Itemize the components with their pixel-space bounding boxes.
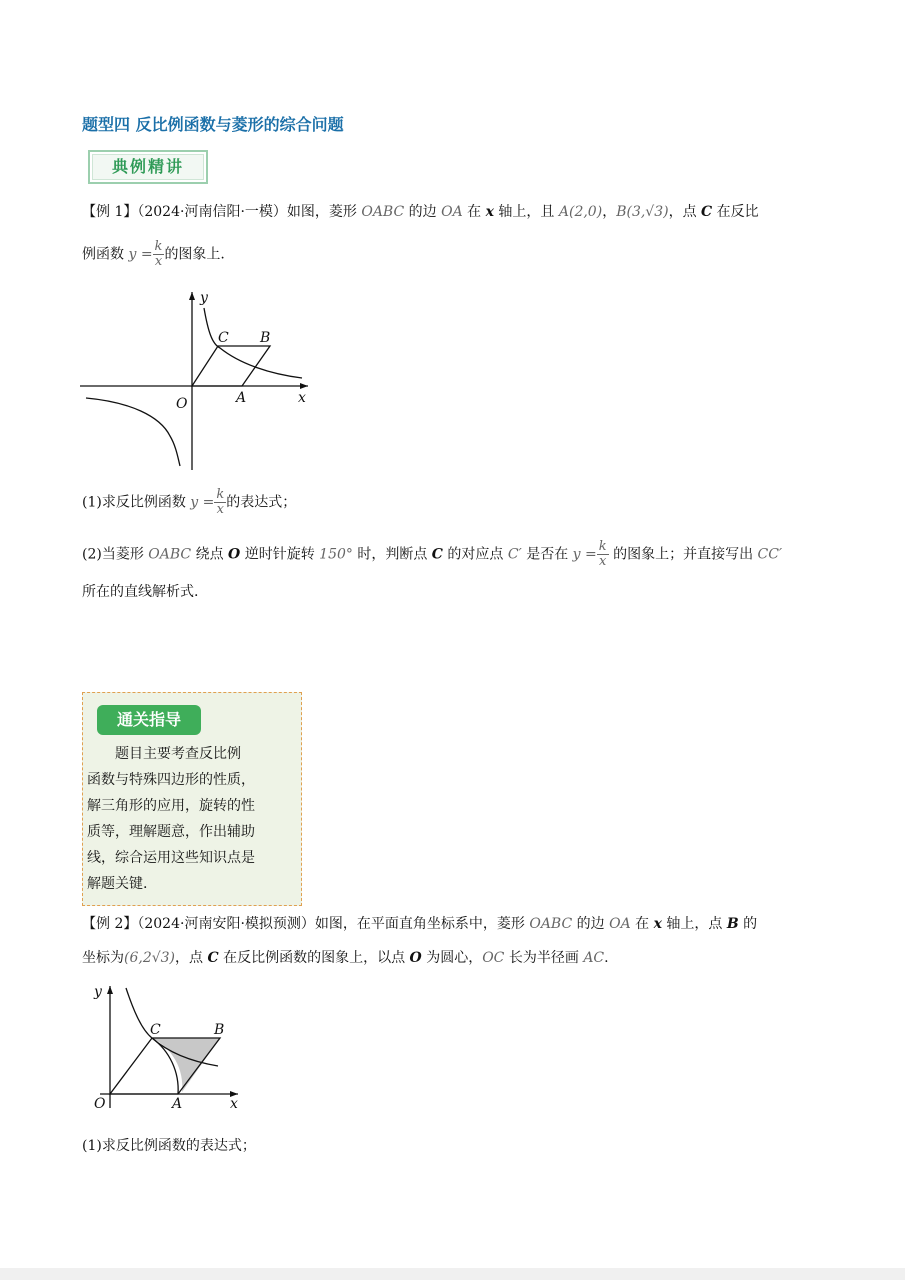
text: 长为半径画 bbox=[504, 950, 584, 966]
section-title: 题型四 反比例函数与菱形的综合问题 bbox=[82, 115, 344, 134]
text: 例函数 bbox=[82, 246, 129, 263]
math-arc-ac: AC bbox=[583, 950, 605, 966]
math-rhombus: OABC bbox=[529, 916, 573, 932]
example1-tag: 【例 1】 bbox=[82, 204, 138, 220]
math-point-a: A(2,0) bbox=[558, 204, 603, 220]
text: ， bbox=[602, 204, 617, 220]
text: 在 bbox=[462, 204, 486, 220]
math-side: OA bbox=[609, 916, 631, 932]
math-side: OA bbox=[441, 204, 463, 220]
text: 的图象上. bbox=[164, 246, 225, 263]
text: 在 bbox=[630, 916, 654, 932]
frac-den: x bbox=[216, 502, 224, 517]
label-o: O bbox=[94, 1096, 106, 1112]
text: 时，判断点 bbox=[352, 546, 432, 563]
text: 的表达式； bbox=[226, 494, 297, 511]
math-c: C bbox=[701, 204, 713, 220]
page-bottom-bar bbox=[0, 1268, 905, 1280]
math-o: O bbox=[228, 546, 241, 563]
label-c: C bbox=[150, 1022, 161, 1038]
math-y-eq: y = bbox=[190, 494, 215, 511]
label-b: B bbox=[214, 1022, 225, 1038]
text: 逆时针旋转 bbox=[240, 546, 320, 563]
example1-line2 bbox=[82, 240, 225, 269]
text: . bbox=[604, 950, 609, 966]
example2-source: （2024·河南安阳·模拟预测） bbox=[137, 916, 315, 932]
text: 的边 bbox=[572, 916, 610, 932]
example2-question1: (1)求反比例函数的表达式； bbox=[82, 1138, 256, 1154]
text: 如图，菱形 bbox=[286, 204, 362, 220]
math-c: C bbox=[431, 546, 443, 563]
label-y: y bbox=[200, 290, 208, 306]
example1-source: （2024·河南信阳·一模） bbox=[137, 204, 287, 220]
math-point-b: B(3,√3) bbox=[616, 204, 669, 220]
label-c: C bbox=[218, 330, 229, 346]
y-axis-arrow bbox=[189, 292, 195, 300]
frac-den: x bbox=[154, 254, 163, 269]
label-x: x bbox=[230, 1096, 238, 1112]
label-o: O bbox=[176, 396, 188, 412]
text: 在反比例函数的图象上，以点 bbox=[218, 950, 410, 966]
math-c-prime: C′ bbox=[507, 546, 522, 563]
example2-tag: 【例 2】 bbox=[82, 916, 138, 932]
math-o: O bbox=[409, 950, 422, 966]
example-badge-label: 典例精讲 bbox=[111, 157, 184, 176]
math-c: C bbox=[207, 950, 219, 966]
guide-text bbox=[83, 741, 297, 897]
example1-line1 bbox=[82, 202, 759, 222]
text: 轴上，点 bbox=[661, 916, 727, 932]
text: 为圆心， bbox=[421, 950, 483, 966]
text: 在反比 bbox=[712, 204, 759, 220]
text: 的对应点 bbox=[442, 546, 508, 563]
frac-den: x bbox=[599, 554, 607, 569]
text: (2)当菱形 bbox=[82, 546, 149, 563]
label-y: y bbox=[94, 984, 102, 1000]
frac-num: k bbox=[598, 539, 607, 554]
text: 的图象上；并直接写出 bbox=[608, 546, 758, 563]
figure2-rhombus-graph bbox=[90, 982, 250, 1112]
text: 的 bbox=[738, 916, 758, 932]
text: 轴上，且 bbox=[493, 204, 559, 220]
label-x: x bbox=[298, 390, 306, 406]
label-a: A bbox=[172, 1096, 183, 1112]
math-coord-b: (6,2√3) bbox=[124, 950, 176, 966]
guide-line: 解题关键. bbox=[87, 876, 148, 892]
text: 的边 bbox=[404, 204, 442, 220]
fraction-k-over-x bbox=[597, 540, 609, 569]
example1-question1 bbox=[82, 488, 296, 517]
math-oc: OC bbox=[482, 950, 505, 966]
hyperbola-branch-3 bbox=[86, 398, 180, 466]
math-angle: 150° bbox=[319, 546, 353, 563]
x-axis-arrow bbox=[300, 383, 308, 389]
text: ，点 bbox=[668, 204, 702, 220]
fraction-k-over-x bbox=[214, 488, 226, 517]
math-rhombus: OABC bbox=[148, 546, 192, 563]
text: 如图，在平面直角坐标系中，菱形 bbox=[314, 916, 530, 932]
guide-box bbox=[82, 692, 302, 906]
frac-num: k bbox=[216, 487, 225, 502]
guide-line: 函数与特殊四边形的性质， bbox=[87, 772, 255, 788]
guide-line: 线，综合运用这些知识点是 bbox=[87, 850, 255, 866]
example2-line1 bbox=[82, 914, 757, 934]
label-a: A bbox=[236, 390, 247, 406]
frac-num: k bbox=[154, 239, 163, 254]
example-badge bbox=[88, 150, 208, 184]
y-axis-arrow bbox=[107, 986, 113, 994]
text: 是否在 bbox=[521, 546, 573, 563]
example1-question2 bbox=[82, 540, 782, 569]
guide-tag: 通关指导 bbox=[97, 705, 201, 735]
label-b: B bbox=[260, 330, 271, 346]
figure1-rhombus-graph bbox=[80, 286, 320, 476]
text: 坐标为 bbox=[82, 950, 124, 966]
math-x: x bbox=[653, 916, 662, 932]
fraction-k-over-x bbox=[153, 240, 165, 269]
math-rhombus: OABC bbox=[361, 204, 405, 220]
guide-line: 质等，理解题意，作出辅助 bbox=[87, 824, 255, 840]
example2-line2 bbox=[82, 948, 609, 968]
guide-line: 解三角形的应用，旋转的性 bbox=[87, 798, 255, 814]
example1-question2-line2: 所在的直线解析式. bbox=[82, 584, 199, 600]
text: 绕点 bbox=[191, 546, 229, 563]
text: (1)求反比例函数 bbox=[82, 494, 191, 511]
text: ，点 bbox=[175, 950, 208, 966]
guide-line: 题目主要考查反比例 bbox=[87, 746, 241, 762]
math-x: x bbox=[485, 204, 494, 220]
math-cc-prime: CC′ bbox=[757, 546, 783, 563]
rhombus-oabc bbox=[192, 346, 270, 386]
math-y-eq: y = bbox=[572, 546, 597, 563]
math-b: B bbox=[726, 916, 739, 932]
math-y-eq: y = bbox=[128, 246, 153, 263]
